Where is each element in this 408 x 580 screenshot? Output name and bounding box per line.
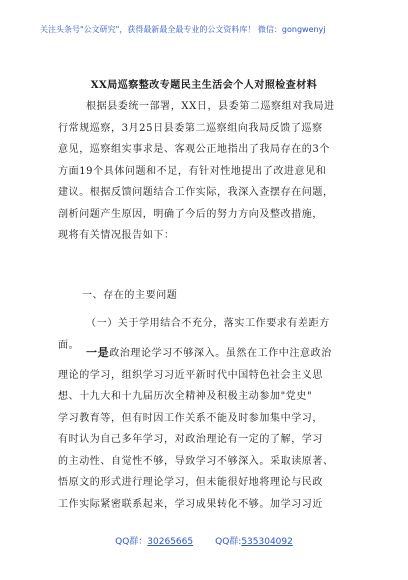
- paragraph-lead: 一是: [86, 346, 110, 359]
- paragraph-line: 有时认为自己多年学习，对政治理论有一定的了解，学习: [58, 434, 323, 445]
- paragraph-line: 工作实际紧密联系起来，学习成果转化不够。加学习习近: [58, 498, 323, 510]
- qq-group-number[interactable]: 30265665: [147, 537, 194, 547]
- paragraph-line: 意见，巡察组实事求是、客观公正地指出了我局存在的3个: [58, 144, 330, 155]
- document-title: XX局巡察整改专题民主生活会个人对照检查材料: [90, 80, 318, 91]
- sub-heading-line: 面。: [58, 339, 80, 351]
- paragraph-line: 理论的学习，组织学习习近平新时代中国特色社会主义思: [58, 369, 323, 381]
- qq-group-label: QQ群：: [115, 537, 148, 547]
- paragraph-line: 方面19个具体问题和不足，有针对性地提出了改进意见和: [58, 165, 327, 177]
- paragraph-line: 悟原文的形式进行理论学习，但未能很好地将理论与民政: [58, 477, 323, 488]
- paragraph-line: 行常规巡察，3月25日县委第二巡察组向我局反馈了巡察: [58, 122, 323, 134]
- paragraph-line: 学习教育等，但有时因工作关系不能及时参加集中学习，: [58, 412, 323, 424]
- section-heading: 一、存在的主要问题: [82, 290, 178, 301]
- paragraph-first-text: 政治理论学习不够深入。虽然在工作中注意政治: [109, 348, 332, 359]
- paragraph-line: 剖析问题产生原因，明确了今后的努力方向及整改措施，: [58, 208, 323, 220]
- header-banner: 关注头条号"公文研究"，获得最新最全最专业的公文资料库！ 微信：gongwenyj: [40, 25, 326, 34]
- paragraph-line: 的主动性、自觉性不够，导致学习不够深入。采取读原著、: [58, 455, 334, 467]
- issue-paragraph: [58, 342, 358, 515]
- paragraph-line: [58, 342, 358, 365]
- paragraph-line: 想、十九大和十九届历次全精神及积极主动参加"党史": [58, 391, 313, 402]
- qq-group-label: QQ群:: [215, 537, 242, 547]
- sub-heading-line: （一）关于学用结合不充分，落实工作要求有差距方: [86, 318, 330, 329]
- qq-group-number[interactable]: 535304092: [241, 537, 293, 547]
- intro-paragraph: [58, 96, 358, 247]
- paragraph-line: 根据县委统一部署，XX日，县委第二巡察组对我局进: [86, 101, 335, 112]
- footer-contact: [0, 534, 408, 547]
- paragraph-line: 现将有关情况报告如下：: [58, 230, 175, 241]
- paragraph-line: 建议。根据反馈问题结合工作实际，我深入查摆存在问题，: [58, 187, 334, 198]
